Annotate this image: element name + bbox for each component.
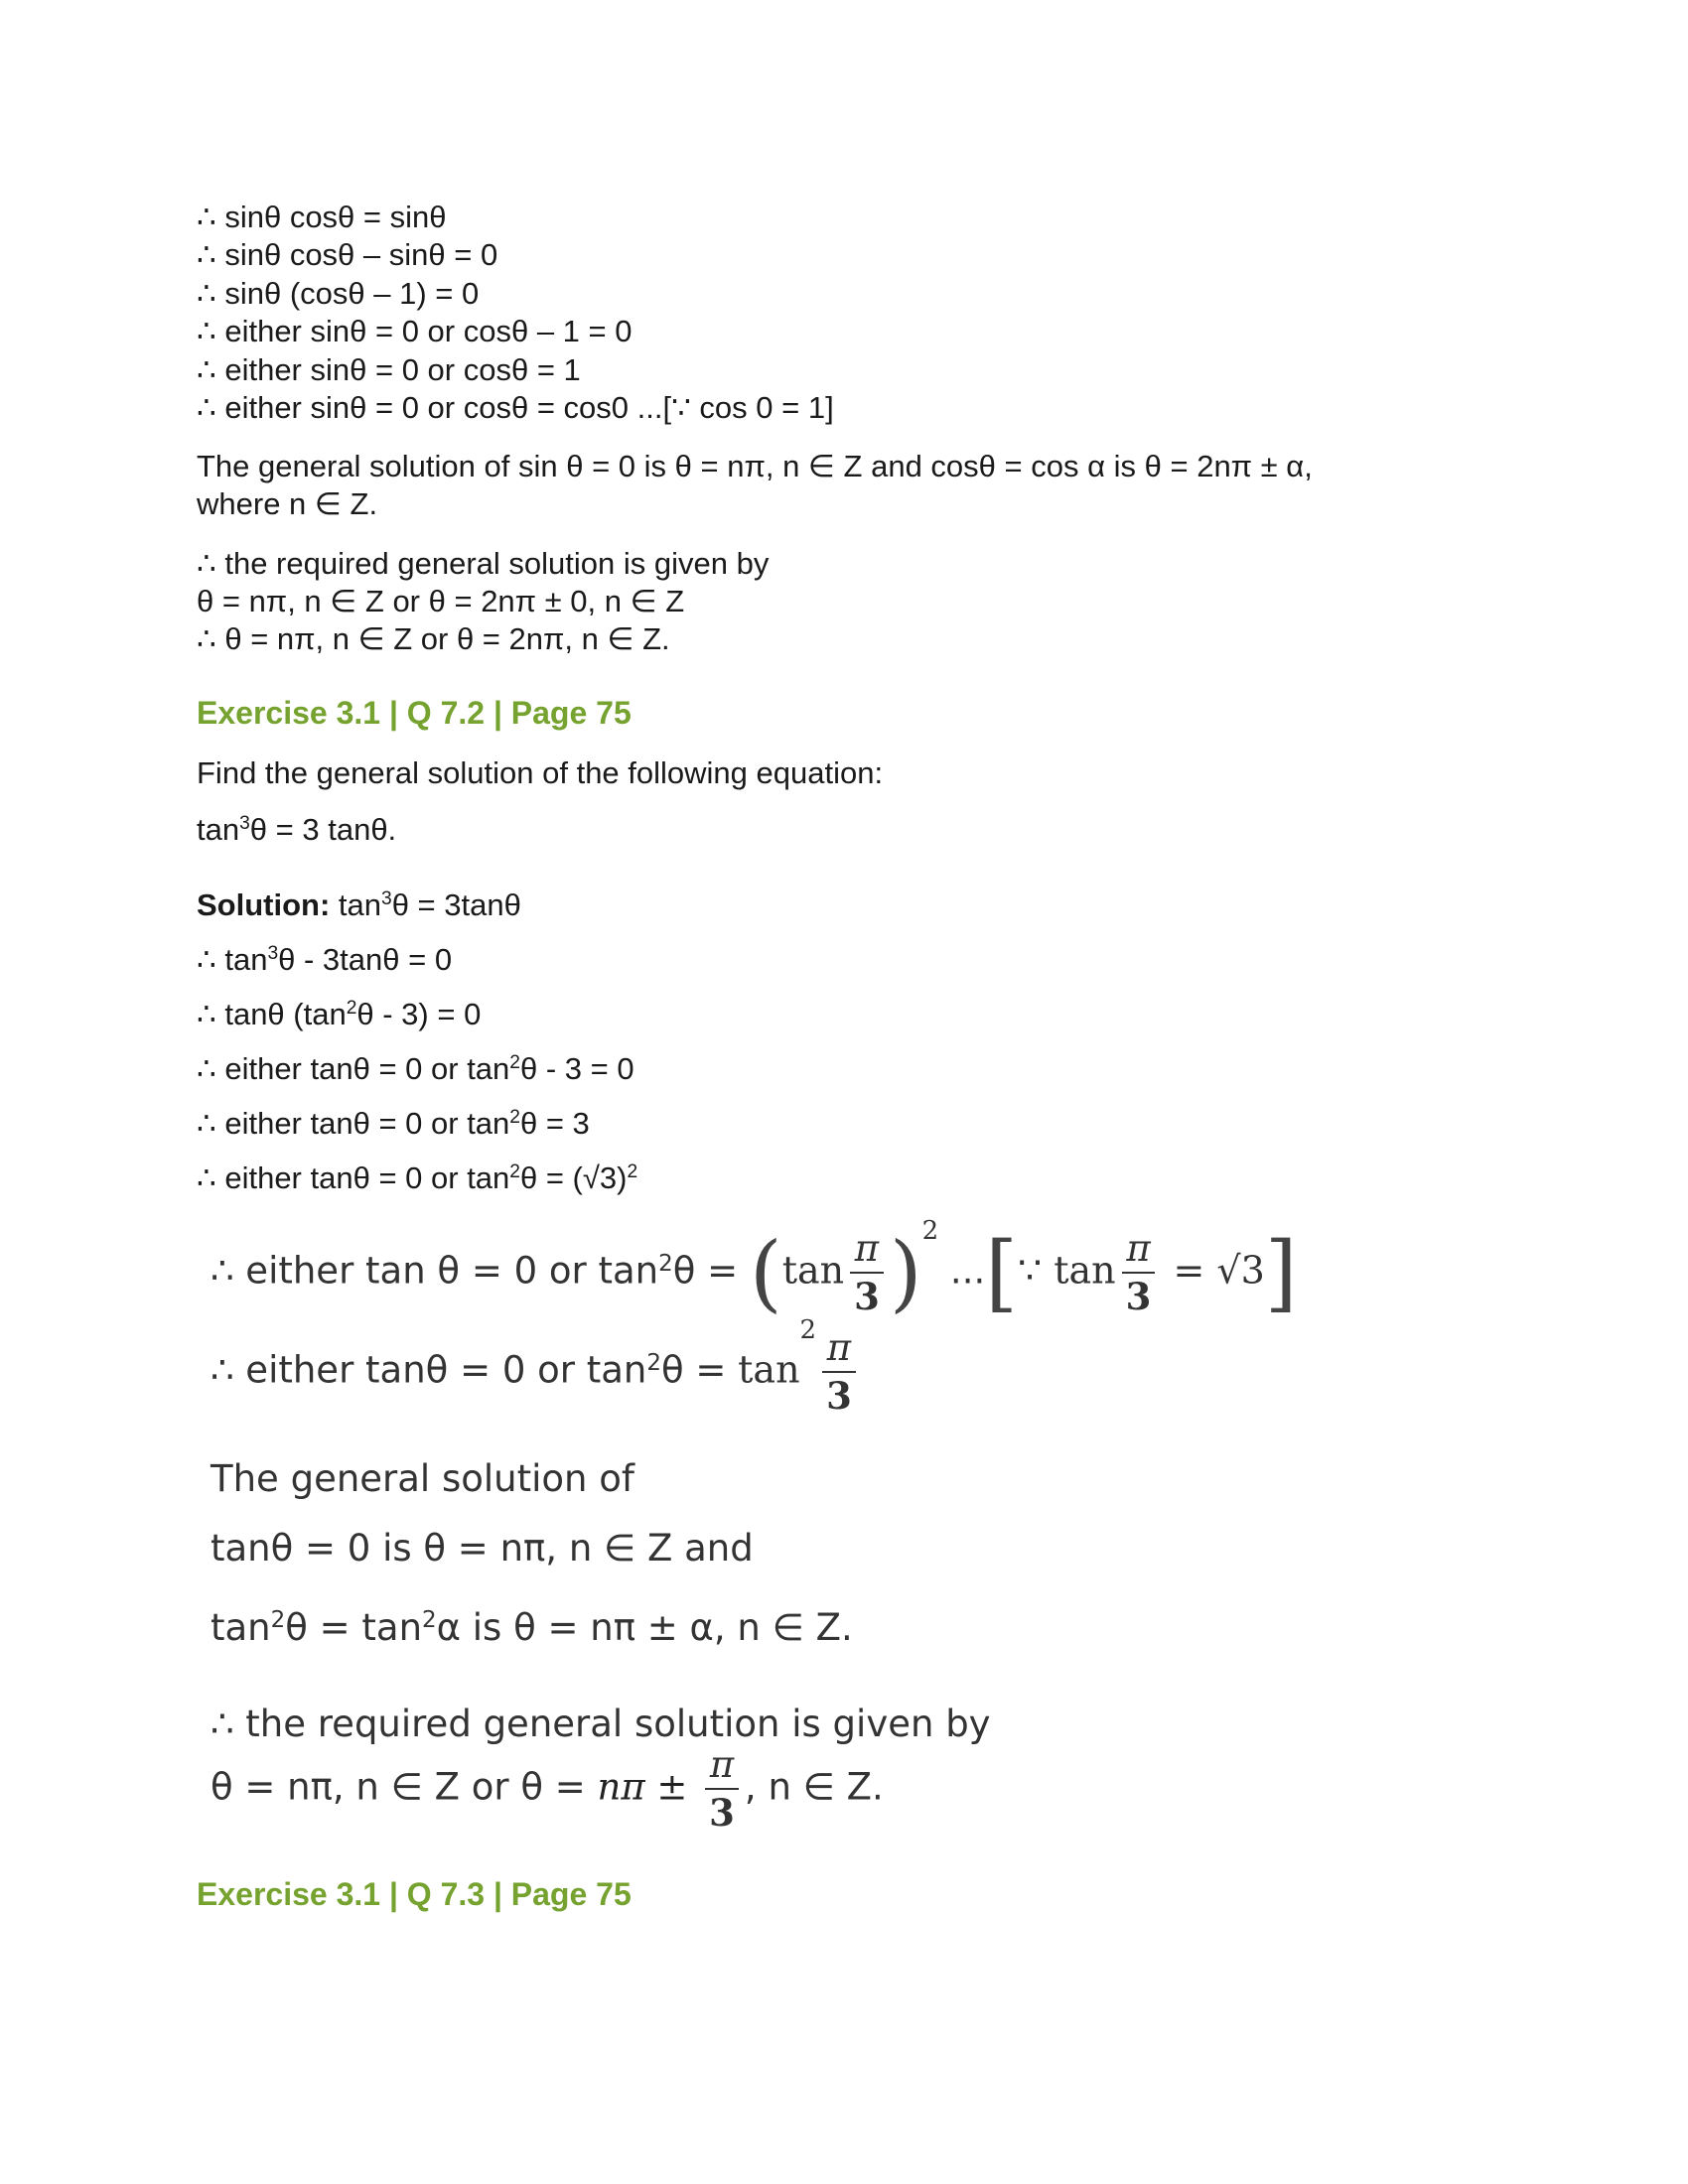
required-general-solution-line-2: θ = nπ, n ∈ Z or θ = nπ ± $\frac{\pi}{3}$ , n ∈ Z.	[211, 1743, 884, 1835]
required-solution-line-2: θ = nπ, n ∈ Z or θ = 2nπ ± 0, n ∈ Z	[197, 584, 685, 618]
solution-line-3: ∴ either tanθ = 0 or $\tan^2\theta - 3 = 0$	[197, 1051, 634, 1086]
math-line-tan-pi-over-3: ∴ either tan θ = 0 or $\tan^2\theta = (\tan$ $\frac{\pi}{3}$ )$^2$ ...[∵ tan $\frac{\pi}{3}$ = √3]	[211, 1216, 1298, 1321]
step-line-3: ∴ sinθ (cosθ – 1) = 0	[197, 276, 480, 311]
solution-line-0: Solution: $\tan^3\theta = 3\tan\theta$	[197, 887, 521, 922]
general-solution-line-3: $\tan^2\theta = \tan^2\alpha$ is θ = nπ ± α, n ∈ Z.	[211, 1606, 853, 1649]
solution-label: Solution:	[197, 887, 331, 922]
step-line-2: ∴ sinθ cosθ – sinθ = 0	[197, 237, 498, 272]
step-line-6: ∴ either sinθ = 0 or cosθ = cos0 ...[∵ cos 0 = 1]	[197, 390, 834, 425]
general-solution-para-line-1: The general solution of sin θ = 0 is θ = nπ, n ∈ Z and cosθ = cos α is θ = 2nπ ± α,	[197, 449, 1313, 483]
question-prompt: Find the general solution of the following equation:	[197, 755, 884, 790]
math-line-tan-squared: ∴ either tanθ = 0 or $\tan^2\theta = \tan^2$ $\frac{\pi}{3}$	[211, 1325, 862, 1419]
solution-line-2: ∴ tanθ $(\tan^2\theta - 3) = 0$	[197, 997, 482, 1031]
required-solution-line-3: ∴ θ = nπ, n ∈ Z or θ = 2nπ, n ∈ Z.	[197, 621, 670, 656]
fraction-pi-over-3: $\frac{\pi}{3}$	[850, 1226, 884, 1319]
solution-line-4: ∴ either tanθ = 0 or $\tan^2\theta = 3$	[197, 1106, 590, 1141]
required-general-solution-line-1: ∴ the required general solution is given by	[211, 1703, 991, 1745]
fraction-pi-over-3-b: $\frac{\pi}{3}$	[1122, 1226, 1156, 1319]
solution-line-1: ∴ $\tan^3\theta - 3\tan\theta = 0$	[197, 942, 453, 977]
general-solution-line-1: The general solution of	[211, 1457, 634, 1500]
solution-line-5: ∴ either tanθ = 0 or $\tan^2\theta = (√3)^2$	[197, 1160, 638, 1195]
fraction-pi-over-3-d: $\frac{\pi}{3}$	[705, 1742, 739, 1836]
step-line-5: ∴ either sinθ = 0 or cosθ = 1	[197, 352, 581, 387]
fraction-pi-over-3-c: $\frac{\pi}{3}$	[822, 1325, 856, 1419]
general-solution-para-line-2: where n ∈ Z.	[197, 486, 378, 521]
step-line-4: ∴ either sinθ = 0 or cosθ – 1 = 0	[197, 314, 633, 348]
required-solution-line-1: ∴ the required general solution is given by	[197, 546, 770, 581]
exercise-heading-q7-2: Exercise 3.1 | Q 7.2 | Page 75	[197, 695, 632, 731]
step-line-1: ∴ sinθ cosθ = sinθ	[197, 200, 447, 234]
question-equation: $\tan^3\theta = 3$ tanθ.	[197, 812, 397, 847]
general-solution-line-2: tanθ = 0 is θ = nπ, n ∈ Z and	[211, 1527, 754, 1570]
exercise-heading-q7-3: Exercise 3.1 | Q 7.3 | Page 75	[197, 1876, 632, 1912]
